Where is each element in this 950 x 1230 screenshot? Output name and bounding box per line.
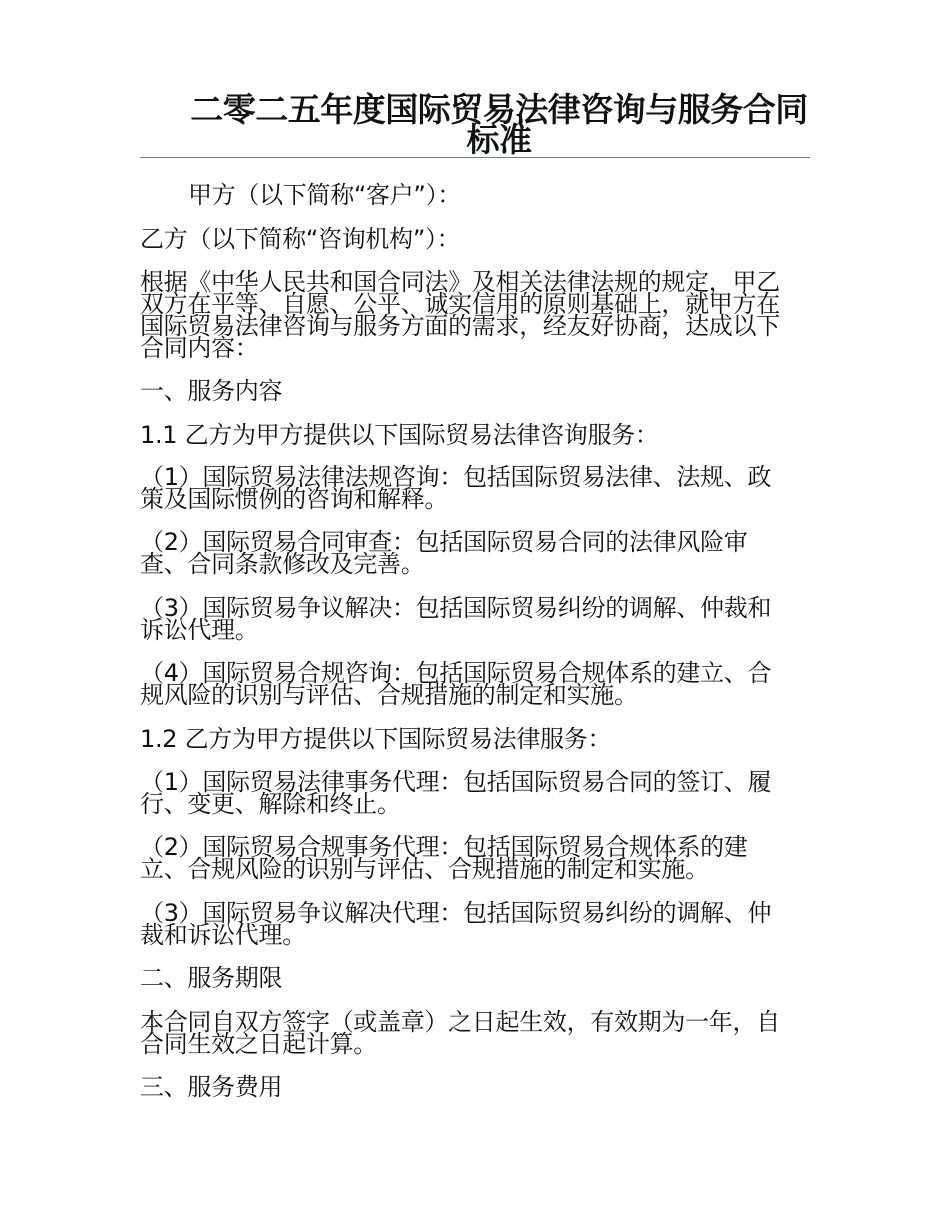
clause-item: （2）国际贸易合同审查：包括国际贸易合同的法律风险审 [140,528,748,556]
clause-item: 查、合同条款修改及完善。 [140,550,425,578]
clause-item: 策及国际惯例的咨询和解释。 [140,485,449,513]
section-heading: 一、服务内容 [140,377,283,405]
clause-item: （1）国际贸易法律法规咨询：包括国际贸易法律、法规、政 [140,463,772,491]
clause-item: （2）国际贸易合规事务代理：包括国际贸易合规体系的建 [140,833,748,861]
term-line: 本合同自双方签字（或盖章）之日起生效，有效期为一年，自 [140,1008,780,1036]
preamble-line: 双方在平等、自愿、公平、诚实信用的原则基础上，就甲方在 [140,290,780,318]
section-heading: 三、服务费用 [140,1073,283,1101]
clause-item: 立、合规风险的识别与评估、合规措施的制定和实施。 [140,855,709,883]
document-title: 二零二五年度国际贸易法律咨询与服务合同标准 [140,95,810,158]
clause-item: （1）国际贸易法律事务代理：包括国际贸易合同的签订、履 [140,768,772,796]
clause-item: 诉讼代理。 [140,616,259,644]
party-a-line: 甲方（以下简称“客户”）： [188,181,461,209]
preamble-line: 合同内容： [140,334,259,362]
clause-item: 裁和诉讼代理。 [140,921,306,949]
section-heading: 二、服务期限 [140,964,283,992]
document-body [140,0,810,1230]
clause-item: （3）国际贸易争议解决：包括国际贸易纠纷的调解、仲裁和 [140,594,772,622]
clause-item: （4）国际贸易合规咨询：包括国际贸易合规体系的建立、合 [140,659,772,687]
clause-heading: 1.2 乙方为甲方提供以下国际贸易法律服务： [140,725,612,753]
clause-item: 规风险的识别与评估、合规措施的制定和实施。 [140,681,638,709]
clause-item: 行、变更、解除和终止。 [140,790,401,818]
preamble-line: 国际贸易法律咨询与服务方面的需求，经友好协商，达成以下 [140,312,780,340]
term-line: 合同生效之日起计算。 [140,1030,377,1058]
clause-heading: 1.1 乙方为甲方提供以下国际贸易法律咨询服务： [140,421,659,449]
party-b-line: 乙方（以下简称“咨询机构”）： [140,225,461,253]
clause-item: （3）国际贸易争议解决代理：包括国际贸易纠纷的调解、仲 [140,899,772,927]
preamble-line: 根据《中华人民共和国合同法》及相关法律法规的规定，甲乙 [140,268,780,296]
